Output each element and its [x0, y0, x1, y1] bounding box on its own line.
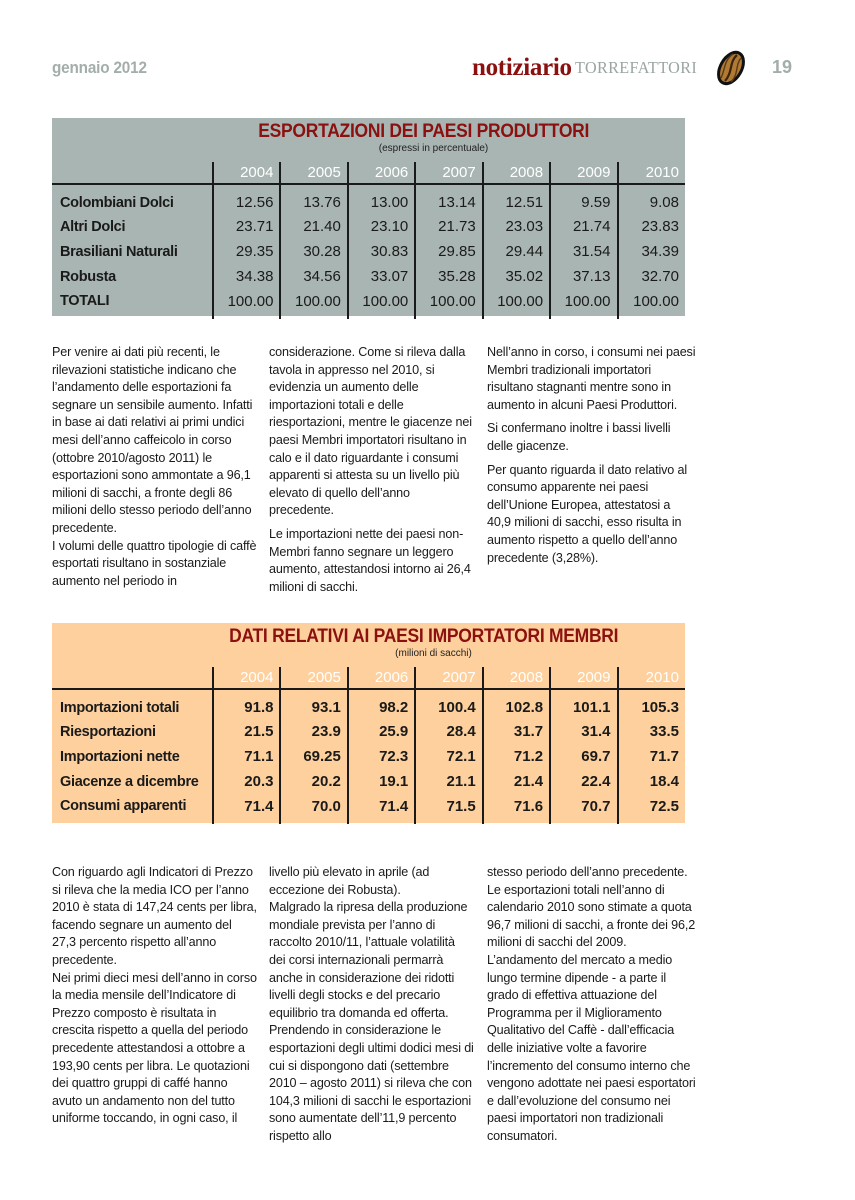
cell-value: 100.00 [280, 289, 347, 319]
cell-value: 29.35 [213, 239, 280, 264]
row-label: Altri Dolci [60, 218, 126, 235]
cell-value: 32.70 [618, 264, 686, 289]
cell-value: 28.4 [415, 719, 482, 744]
cell-value: 9.59 [550, 184, 617, 214]
issue-date: gennaio 2012 [52, 58, 147, 77]
cell-value: 34.39 [618, 239, 686, 264]
cell-value: 100.00 [415, 289, 482, 319]
paragraph: stesso periodo dell’anno precedente. Le esportazioni totali nell’anno di calendario 2010 sono stimate a quota 96,7 milioni di sacchi, a fronte dei 96,2 milioni di sacchi del 2009. L’andamento del mercato a medio lungo termine dipende - a parte il grado di effettiva attuazione del Programma per il Miglioramento Qualitativo del Caffè - dall’efficacia delle iniziative volte a favorire l’incremento del consumo interno che vengono adottate nei paesi esportatori e dall’evoluzione del consumo nei paesi importatori non tradizionali consumatori. [487, 865, 696, 1143]
table-row [52, 769, 685, 794]
paragraph: Malgrado la ripresa della produzione mondiale prevista per l’anno di raccolto 2010/11, l’attuale volatilità dei corsi internazionali permarrà anche in considerazione dei ridotti livelli degli stocks e del precario equilibrio tra domanda ed offerta. [269, 900, 468, 1020]
year-header: 2008 [483, 667, 550, 689]
cell-value: 30.28 [280, 239, 347, 264]
cell-value: 72.1 [415, 744, 482, 769]
table-row [52, 184, 685, 214]
table-row [52, 239, 685, 264]
row-label: Robusta [60, 268, 116, 285]
year-header: 2010 [618, 667, 686, 689]
cell-value: 100.4 [415, 689, 482, 719]
table-row [52, 744, 685, 769]
cell-value: 72.5 [618, 794, 686, 824]
table-row [52, 794, 685, 824]
cell-value: 20.2 [280, 769, 347, 794]
cell-value: 31.7 [483, 719, 550, 744]
paragraph: Per venire ai dati più recenti, le rilevazioni statistiche indicano che l’andamento delle esportazioni fa segnare un sensibile aumento. Infatti in base ai dati relativi ai primi undici mesi dell’anno caffeicolo in corso (ottobre 2010/agosto 2011) le esportazioni sono ammontate a 96,1 milioni di sacchi, a fronte degli 86 milioni dello stesso periodo dell’anno precedente. [52, 345, 253, 535]
cell-value: 105.3 [618, 689, 686, 719]
cell-value: 37.13 [550, 264, 617, 289]
cell-value: 13.00 [348, 184, 415, 214]
paragraph: I volumi delle quattro tipologie di caffè esportati risultano in sostanziale aumento nel periodo in [52, 538, 257, 588]
cell-value: 70.0 [280, 794, 347, 824]
cell-value: 100.00 [550, 289, 617, 319]
table-subtitle: (espressi in percentuale) [378, 143, 489, 154]
cell-value: 71.1 [213, 744, 280, 769]
paragraph: Nei primi dieci mesi dell’anno in corso la media mensile dell’Indicatore di Prezzo composto è risultata in crescita rispetto a quella del periodo precedente attestandosi a ottobre a 193,90 cents per libra. Le quotazioni dei quattro gruppi di caffé hanno avuto un andamento non del tutto uniforme toccando, in ogni caso, il [52, 970, 257, 1126]
cell-value: 30.83 [348, 239, 415, 264]
cell-value: 33.5 [618, 719, 686, 744]
cell-value: 34.38 [213, 264, 280, 289]
year-header: 2004 [213, 667, 280, 689]
cell-value: 70.7 [550, 794, 617, 824]
cell-value: 98.2 [348, 689, 415, 719]
cell-value: 100.00 [483, 289, 550, 319]
cell-value: 12.56 [213, 184, 280, 214]
table-row [52, 689, 685, 719]
cell-value: 71.5 [415, 794, 482, 824]
cell-value: 31.54 [550, 239, 617, 264]
importers-table [52, 623, 685, 823]
cell-value: 71.6 [483, 794, 550, 824]
year-header: 2006 [348, 162, 415, 184]
cell-value: 22.4 [550, 769, 617, 794]
cell-value: 101.1 [550, 689, 617, 719]
cell-value: 91.8 [213, 689, 280, 719]
cell-value: 23.10 [348, 214, 415, 239]
paragraph: Con riguardo agli Indicatori di Prezzo si rileva che la media ICO per l’anno 2010 è stata di 147,24 cents per libra, facendo segnare un aumento del 27,3 percento rispetto all’anno precedente. [52, 865, 257, 967]
cell-value: 71.2 [483, 744, 550, 769]
year-header: 2010 [618, 162, 686, 184]
row-label: Importazioni nette [60, 748, 180, 765]
year-header: 2005 [280, 162, 347, 184]
cell-value: 100.00 [213, 289, 280, 319]
table-subtitle: (milioni di sacchi) [395, 648, 472, 659]
row-label: Consumi apparenti [60, 798, 187, 814]
row-label: TOTALI [60, 293, 110, 309]
page-number: 19 [772, 57, 793, 77]
year-header: 2008 [483, 162, 550, 184]
cell-value: 20.3 [213, 769, 280, 794]
header-blank [52, 162, 213, 184]
cell-value: 21.40 [280, 214, 347, 239]
cell-value: 21.74 [550, 214, 617, 239]
paragraph: Prendendo in considerazione le esportazioni degli ultimi dodici mesi di cui si dispongono dati (settembre 2010 – agosto 2011) si rileva che con 104,3 milioni di sacchi le esportazioni sono aumentate dell’11,9 percento rispetto allo [269, 1023, 474, 1143]
table-row [52, 264, 685, 289]
brand-subtitle: TORREFATTORI [574, 58, 697, 77]
cell-value: 23.71 [213, 214, 280, 239]
header-blank [52, 667, 213, 689]
cell-value: 35.02 [483, 264, 550, 289]
paragraph: Per quanto riguarda il dato relativo al consumo apparente nei paesi dell’Unione Europea, attestatosi a 40,9 milioni di sacchi, esso risulta in aumento rispetto a quello dell’anno precedente (3,28%). [487, 462, 687, 565]
table-row [52, 719, 685, 744]
cell-value: 12.51 [483, 184, 550, 214]
row-label: Brasiliani Naturali [60, 243, 178, 260]
table-header-row [52, 162, 685, 184]
cell-value: 31.4 [550, 719, 617, 744]
cell-value: 72.3 [348, 744, 415, 769]
coffee-bean-icon [711, 48, 751, 88]
paragraph: considerazione. Come si rileva dalla tavola in appresso nel 2010, si evidenzia un aumento delle importazioni totali e delle riesportazioni, mentre le giacenze nei paesi Membri importatori risultano in calo e il dato riguardante i consumi apparenti si attesta su un livello più elevato di quello dell’anno precedente. [269, 345, 472, 518]
cell-value: 21.4 [483, 769, 550, 794]
table-row-total [52, 289, 685, 319]
row-label: Giacenze a dicembre [60, 773, 199, 790]
row-label: Importazioni totali [60, 699, 180, 716]
cell-value: 100.00 [348, 289, 415, 319]
cell-value: 33.07 [348, 264, 415, 289]
article-column-3 [487, 864, 697, 1146]
cell-value: 13.76 [280, 184, 347, 214]
cell-value: 29.85 [415, 239, 482, 264]
article-column-1 [52, 864, 257, 1128]
exports-table [52, 118, 685, 316]
cell-value: 13.14 [415, 184, 482, 214]
cell-value: 29.44 [483, 239, 550, 264]
table-title: DATI RELATIVI AI PAESI IMPORTATORI MEMBRI [229, 626, 619, 647]
cell-value: 69.25 [280, 744, 347, 769]
table-header-row [52, 667, 685, 689]
cell-value: 23.03 [483, 214, 550, 239]
cell-value: 23.9 [280, 719, 347, 744]
paragraph: Nell’anno in corso, i consumi nei paesi Membri tradizionali importatori risultano stagnanti mentre sono in aumento in alcuni Paesi Produttori. [487, 345, 696, 412]
year-header: 2007 [415, 162, 482, 184]
table-title: ESPORTAZIONI DEI PAESI PRODUTTORI [258, 121, 590, 142]
masthead [472, 50, 751, 86]
cell-value: 71.4 [348, 794, 415, 824]
year-header: 2006 [348, 667, 415, 689]
paragraph: Le importazioni nette dei paesi non-Membri fanno segnare un leggero aumento, attestandosi intorno ai 26,4 milioni di sacchi. [269, 526, 471, 594]
brand-name: notiziario [472, 54, 572, 81]
cell-value: 21.73 [415, 214, 482, 239]
cell-value: 9.08 [618, 184, 686, 214]
cell-value: 21.5 [213, 719, 280, 744]
year-header: 2009 [550, 162, 617, 184]
cell-value: 93.1 [280, 689, 347, 719]
cell-value: 34.56 [280, 264, 347, 289]
cell-value: 102.8 [483, 689, 550, 719]
year-header: 2009 [550, 667, 617, 689]
cell-value: 69.7 [550, 744, 617, 769]
cell-value: 71.7 [618, 744, 686, 769]
row-label: Riesportazioni [60, 723, 156, 740]
cell-value: 23.83 [618, 214, 686, 239]
cell-value: 19.1 [348, 769, 415, 794]
cell-value: 21.1 [415, 769, 482, 794]
row-label: Colombiani Dolci [60, 194, 174, 211]
table-row [52, 214, 685, 239]
year-header: 2004 [213, 162, 280, 184]
cell-value: 100.00 [618, 289, 686, 319]
exports-data-table [52, 162, 685, 319]
cell-value: 35.28 [415, 264, 482, 289]
cell-value: 18.4 [618, 769, 686, 794]
article-column-1 [52, 344, 257, 590]
paragraph: livello più elevato in aprile (ad eccezione dei Robusta). [269, 865, 430, 897]
year-header: 2007 [415, 667, 482, 689]
cell-value: 25.9 [348, 719, 415, 744]
year-header: 2005 [280, 667, 347, 689]
article-column-3 [487, 344, 697, 567]
importers-data-table [52, 667, 685, 824]
article-column-2 [269, 864, 474, 1146]
cell-value: 71.4 [213, 794, 280, 824]
paragraph: Si confermano inoltre i bassi livelli delle giacenze. [487, 421, 671, 453]
article-column-2 [269, 344, 474, 596]
